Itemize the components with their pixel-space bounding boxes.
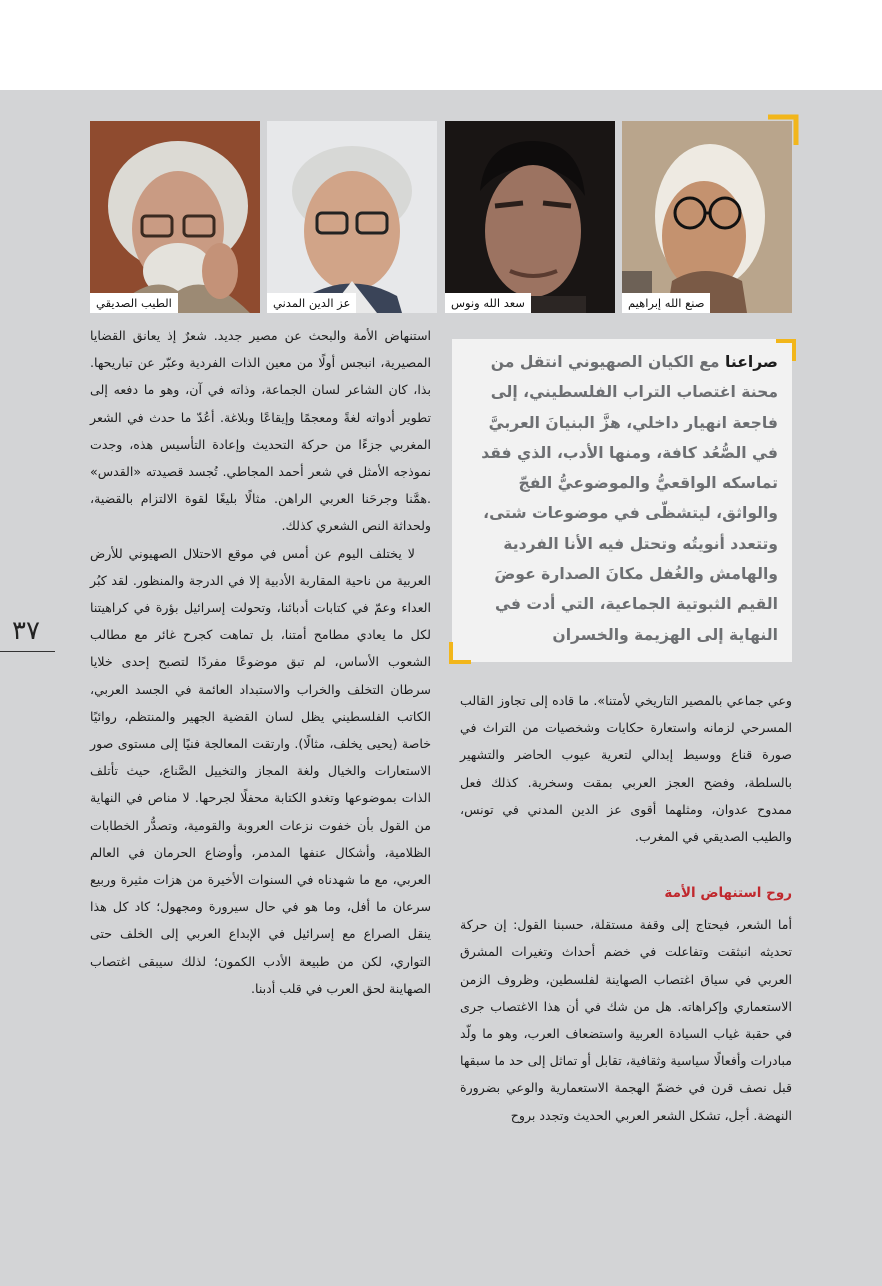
photo-caption: صنع الله إبراهيم: [622, 293, 710, 313]
right-paragraph-1: وعي جماعي بالمصير التاريخي لأمتنا». ما قاده إلى تجاوز القالب المسرحي لزمانه واستعارة حكايات وشخصيات من التراث في صورة قناع ووسيط إبدالي لتعرية عيوب الحاضر والتشهير بالسلطة، وفضح العجز العربي بمقت وسخرية. كذلك فعل ممدوح عدوان، ومثلهما أقوى عز الدين المدني في تونس، والطيب الصديقي في المغرب.: [460, 693, 792, 845]
right-column: [460, 687, 792, 1129]
quote-corner-bottom-icon: [447, 640, 473, 666]
page-number: ٣٧: [12, 616, 40, 646]
left-paragraph-2: لا يختلف اليوم عن أمس في موقع الاحتلال الصهيوني للأرض العربية من ناحية المقاربة الأدبية إلا في الدرجة والمنظور. لقد كبُر العداء وعمّ في كتابات أدبائنا، وتحولت إسرائيل بؤرة في كراهيتنا لكل ما يعادي مطامح أمتنا، بل تماهت كجرح غائر مع مطالب الشعوب الأساس، لم تبق موضوعًا مفردًا لتصبح إحدى خلايا سرطان التخلف والخراب والاستبداد العائمة في الجسد العربي، الكاتب الفلسطيني يظل لسان القضية الجهير والمنتظم، روائيًا خاصة (يحيى يخلف، مثالًا). وارتقت المعالجة فنيًا إلى مستوى صور الاستعارات والخيال ولغة المجاز والتخييل الصَّناع، حيث تأتلف الذات بموضوعها وتغدو الكتابة محفلًا لجرحها. لا مناص في النهاية من القول بأن خفوت نزعات العروبة والقومية، وتصدُّر الخطابات الظلامية، وأشكال عنفها المدمر، وأوضاع الحرمان في العالم العربي، مع ما شهدناه في السنوات الأخيرة من هزات مثيرة وربيع سرعان ما أفل، وما هو في حال سيرورة ومجهول؛ كاد كل هذا ينقل الصراع مع إسرائيل في الإبداع العربي إلى الخلف حتى التواري، لكن من طبيعة الأدب الكمون؛ لذلك سيبقى اغتصاب الصهاينة لحق العرب في قلب أدبنا.: [90, 545, 431, 996]
page-number-rule: [0, 651, 55, 652]
corner-mark-icon: [766, 113, 800, 147]
photo-caption: سعد الله ونوس: [445, 293, 531, 313]
portrait-tayeb-saddiki: [90, 121, 260, 313]
quote-corner-top-icon: [774, 337, 798, 363]
pull-quote: [452, 339, 792, 662]
photo-caption: الطيب الصديقي: [90, 293, 178, 313]
portrait-sonallah-ibrahim: [622, 121, 792, 313]
section-heading: روح استنهاض الأمة: [664, 885, 792, 902]
left-paragraph-1: استنهاض الأمة والبحث عن مصير جديد. شعرٌ إذ يعانق القضايا المصيرية، انبجس أولًا من معين الذات الفردية وعبّر عن تباريحها. بذا، كان الشاعر لسان الجماعة، وذاته في آن، وهو ما دفعه إلى تطوير أدواته لغةً ومعجمًا وإيقاعًا وبلاغة. أعُدّ ما حدث في الشعر المغربي جزءًا من حركة التحديث وإعادة التأسيس هذه، وجدت نموذجه الأمثل في شعر أحمد المجاطي. تُجسد قصيدته «القدس» .همَّنا وجرحَنا العربي الراهن. مثالًا بليغًا لقوة الالتزام بالقضية، ولحداثة النص الشعري كذلك.: [90, 328, 431, 534]
right-paragraph-2: أما الشعر، فيحتاج إلى وقفة مستقلة، حسبنا القول: إن حركة تحديثه انبثقت وتفاعلت في خضم أحداث وتغيرات المشرق العربي في سياق اغتصاب الصهاينة لفلسطين، وظروف الزمن الاستعماري وإكراهاته. هل من شك في أن هذا الاغتصاب جرى في حقبة غياب السيادة العربية واستضعاف العرب، وهو ما ولّد مبادرات وأفعالًا سياسية وثقافية، تقابل أو تماثل إلى حد ما سبقها قبل نصف قرن في خضمّ الهجمة الاستعمارية والوعي بضرورة النهضة. أجل، تشكل الشعر العربي الحديث وتجدد بروح: [460, 917, 792, 1123]
pull-quote-text: مع الكيان الصهيوني انتقل من محنة اغتصاب التراب الفلسطيني، إلى فاجعة انهيار داخلي، هزَّ البنيانَ العربيَّ في الصُّعُد كافة، ومنها الأدب، الذي فقد تماسكه الواقعيُّ والموضوعيُّ الفجّ والواثق، ليتشظّى في موضوعات شتى، وتتعدد أنويتُه وتحتل فيه الأنا الفردية والهامش والغُفل مكانَ الصدارة عوضَ القيم الثبوتية الجماعية، التي أدت في النهاية إلى الهزيمة والخسران: [481, 353, 778, 644]
pull-quote-lead: صراعنا: [725, 353, 778, 371]
portrait-ezzedine-madani: [267, 121, 437, 313]
left-column: [90, 322, 431, 1002]
photo-caption: عز الدين المدني: [267, 293, 356, 313]
portrait-saadallah-wannous: [445, 121, 615, 313]
